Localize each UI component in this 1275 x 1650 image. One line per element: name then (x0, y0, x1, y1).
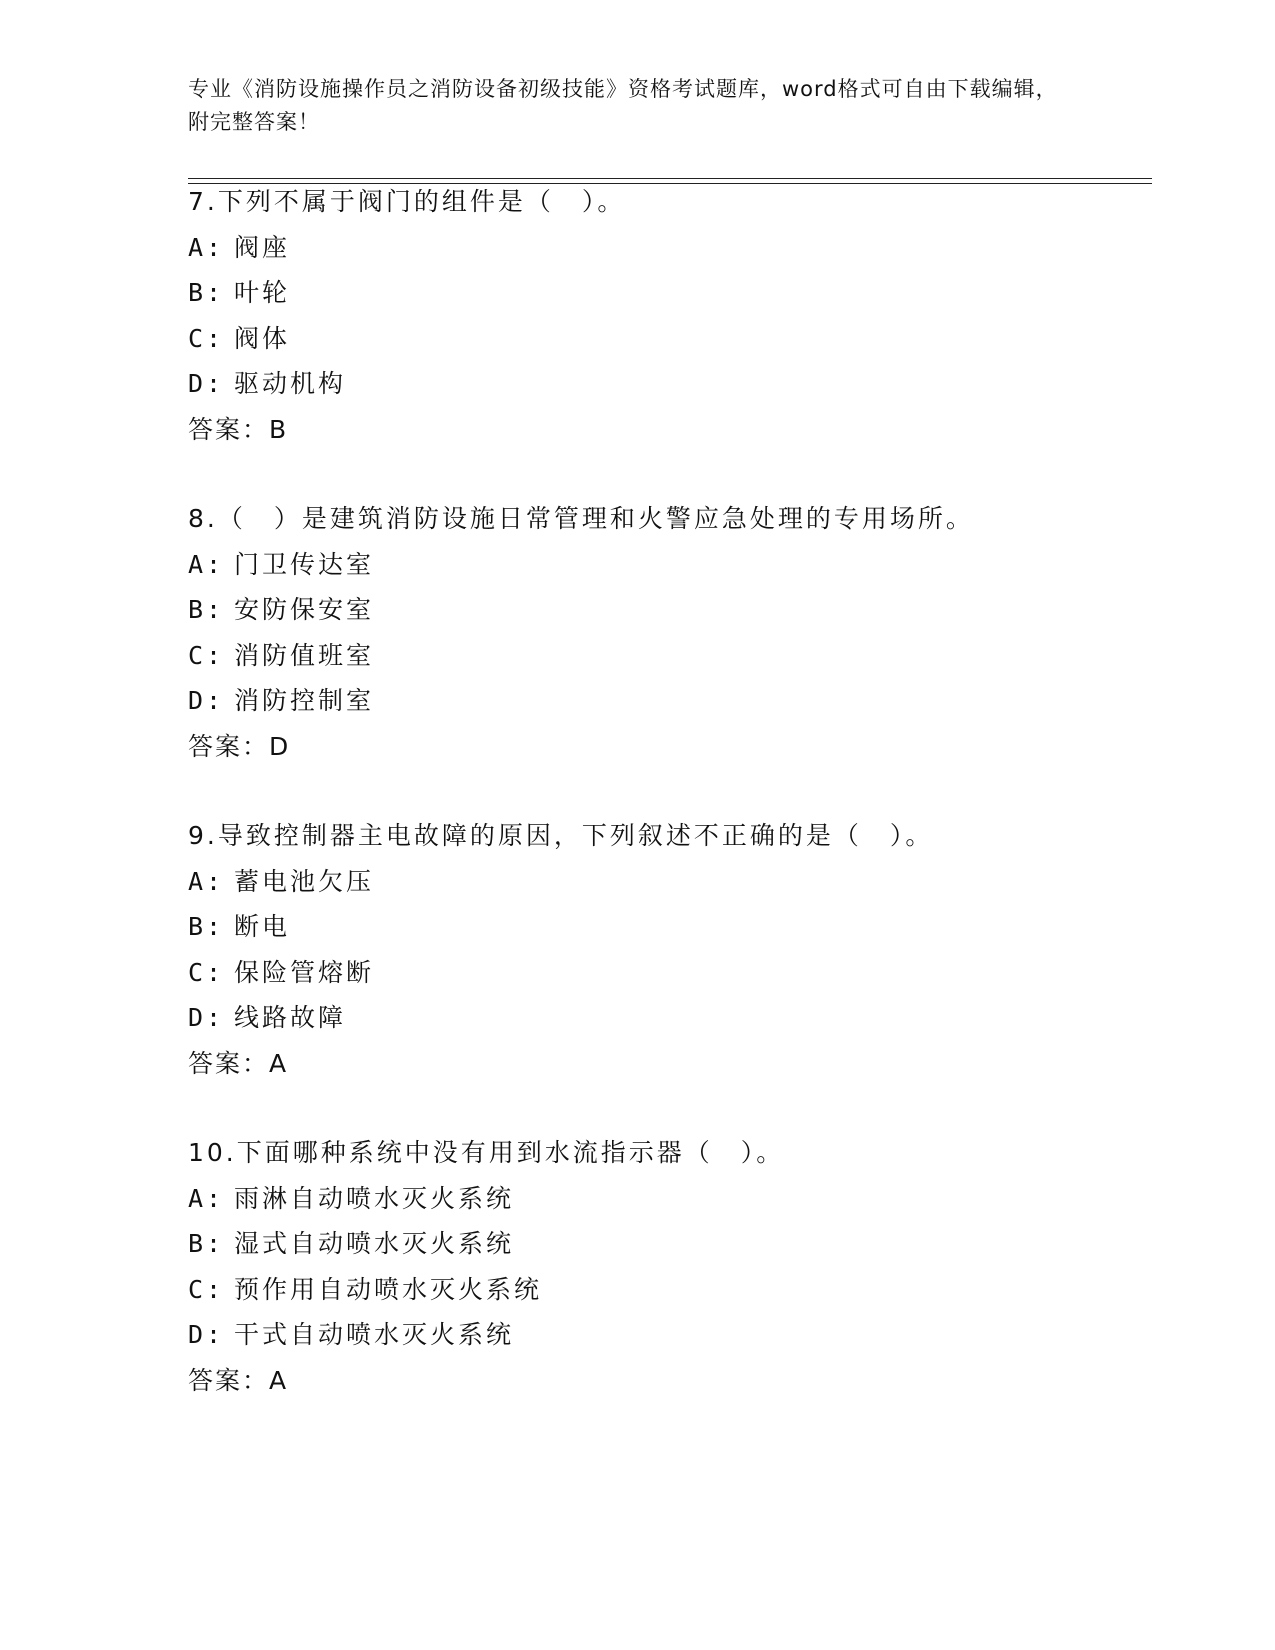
answer-line: 答案：A (188, 1365, 289, 1395)
option-a: A: 雨淋自动喷水灭火系统 (188, 1183, 515, 1213)
question-stem: 8.（ ）是建筑消防设施日常管理和火警应急处理的专用场所。 (188, 504, 974, 533)
question-stem: 9.导致控制器主电故障的原因，下列叙述不正确的是（ ）。 (188, 821, 934, 850)
answer-line: 答案：A (188, 1048, 289, 1078)
answer-line: 答案：B (188, 414, 289, 444)
option-a: A: 门卫传达室 (188, 549, 375, 579)
option-a: A: 蓄电池欠压 (188, 866, 375, 896)
option-b: B: 安防保安室 (188, 595, 375, 624)
option-c: C: 阀体 (188, 323, 291, 353)
question-block (188, 813, 1148, 1086)
option-c: C: 保险管熔断 (188, 957, 375, 987)
document-header: 专业《消防设施操作员之消防设备初级技能》资格考试题库，word格式可自由下载编辑，附完整答案！ (188, 77, 1058, 134)
question-stem: 7.下列不属于阀门的组件是（ ）。 (188, 187, 626, 216)
option-c: C: 预作用自动喷水灭火系统 (188, 1274, 543, 1304)
answer-line: 答案：D (188, 731, 291, 761)
option-b: B: 湿式自动喷水灭火系统 (188, 1229, 515, 1258)
option-a: A: 阀座 (188, 232, 291, 262)
question-stem: 10.下面哪种系统中没有用到水流指示器（ ）。 (188, 1138, 785, 1167)
option-b: B: 叶轮 (188, 278, 291, 307)
question-block (188, 496, 1148, 769)
question-block (188, 1130, 1148, 1403)
option-c: C: 消防值班室 (188, 640, 375, 670)
option-d: D: 消防控制室 (188, 686, 375, 715)
option-d: D: 线路故障 (188, 1003, 347, 1032)
option-b: B: 断电 (188, 912, 291, 941)
option-d: D: 干式自动喷水灭火系统 (188, 1320, 515, 1349)
option-d: D: 驱动机构 (188, 369, 347, 398)
question-block (188, 179, 1148, 452)
